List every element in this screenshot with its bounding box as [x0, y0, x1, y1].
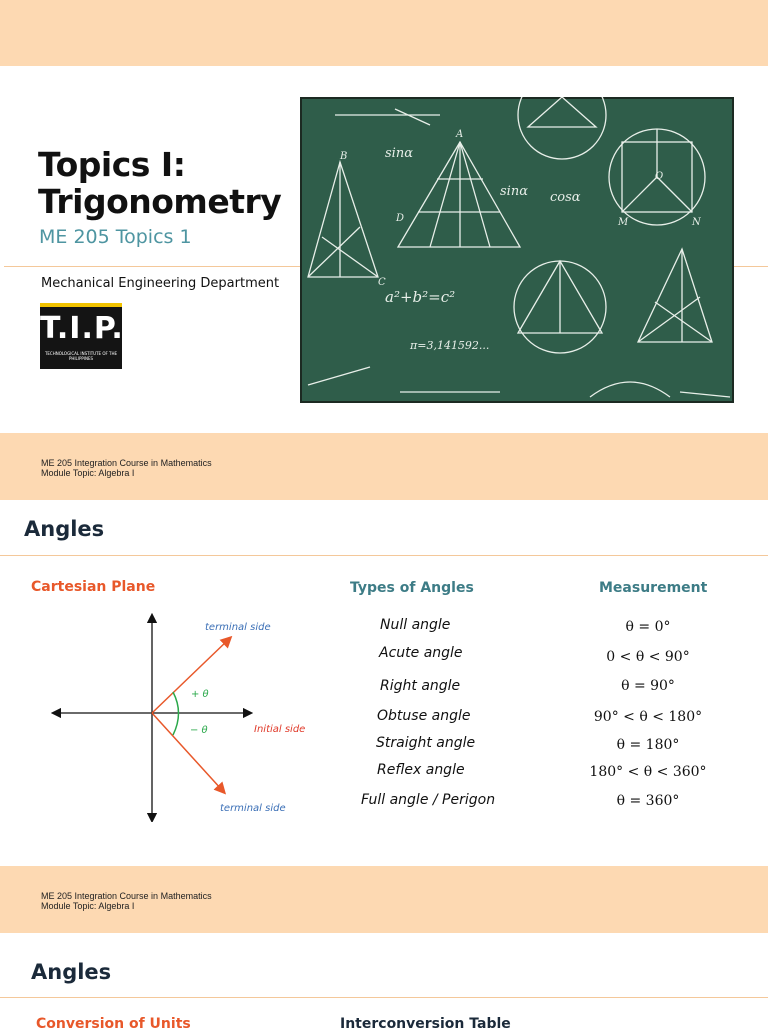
- types-heading: Types of Angles: [350, 580, 474, 596]
- footer2-module: Module Topic: Algebra I: [41, 901, 135, 911]
- tip-logo: [40, 303, 122, 369]
- chalk-label-pi: π=3,141592...: [410, 339, 490, 352]
- chalk-label-d: D: [396, 213, 405, 224]
- slide-title-line1: Topics I:: [38, 145, 186, 184]
- slide2-title: Angles: [24, 517, 105, 541]
- initial-side-label: Initial side: [254, 724, 306, 735]
- logo-letters: T.I.P.: [40, 311, 124, 346]
- chalk-label-c: C: [378, 277, 386, 288]
- chalk-label-sin2: sinα: [500, 184, 528, 199]
- footer1-module: Module Topic: Algebra I: [41, 468, 135, 478]
- chalk-label-m: M: [618, 217, 629, 228]
- chalk-label-sin1: sinα: [385, 146, 413, 161]
- slide-title-line2: Trigonometry: [38, 182, 282, 221]
- angle-name-straight: Straight angle: [376, 735, 476, 751]
- title-divider-right: [733, 266, 768, 267]
- cartesian-diagram: [50, 612, 320, 822]
- angle-measure-reflex: 180° < θ < 360°: [589, 764, 707, 780]
- slide2-divider: [0, 555, 768, 556]
- angle-measure-right: θ = 90°: [621, 678, 675, 694]
- top-band: [0, 0, 768, 66]
- slide3-divider: [0, 997, 768, 998]
- conversion-heading: Conversion of Units: [36, 1016, 191, 1032]
- chalk-label-pythagoras: a²+b²=c²: [385, 288, 456, 306]
- measurement-heading: Measurement: [599, 580, 708, 596]
- slide3-title: Angles: [31, 960, 112, 984]
- chalk-label-b: B: [340, 151, 348, 162]
- plus-theta-label: + θ: [191, 689, 209, 700]
- angle-measure-null: θ = 0°: [625, 619, 671, 635]
- terminal-side-top-ray: [152, 640, 228, 713]
- angle-measure-straight: θ = 180°: [616, 737, 680, 753]
- chalk-label-cos: cosα: [550, 190, 581, 205]
- chalk-label-n: N: [692, 217, 701, 228]
- cartesian-heading: Cartesian Plane: [31, 579, 156, 595]
- terminal-bottom-label: terminal side: [220, 803, 286, 814]
- angle-measure-acute: 0 < θ < 90°: [606, 649, 690, 665]
- footer1-course: ME 205 Integration Course in Mathematics: [41, 458, 212, 468]
- angle-name-reflex: Reflex angle: [377, 762, 465, 778]
- angle-name-obtuse: Obtuse angle: [377, 708, 471, 724]
- angle-measure-obtuse: 90° < θ < 180°: [593, 709, 703, 725]
- interconversion-heading: Interconversion Table: [340, 1016, 511, 1032]
- title-divider-left: [4, 266, 301, 267]
- footer2-course: ME 205 Integration Course in Mathematics: [41, 891, 212, 901]
- angle-name-acute: Acute angle: [379, 645, 463, 661]
- angle-measure-full: θ = 360°: [616, 793, 680, 809]
- chalk-label-a: A: [456, 129, 464, 140]
- chalk-label-o: O: [655, 171, 664, 182]
- angle-name-full: Full angle / Perigon: [361, 792, 496, 808]
- logo-subtext: TECHNOLOGICAL INSTITUTE OF THE PHILIPPINES: [44, 351, 118, 361]
- angle-name-right: Right angle: [380, 678, 461, 694]
- terminal-side-bottom-ray: [152, 713, 222, 790]
- terminal-top-label: terminal side: [205, 622, 271, 633]
- department-label: Mechanical Engineering Department: [41, 276, 280, 291]
- minus-theta-label: − θ: [190, 725, 208, 736]
- chalkboard-image: [300, 97, 734, 403]
- angle-name-null: Null angle: [380, 617, 451, 633]
- slide-subtitle: ME 205 Topics 1: [39, 226, 192, 248]
